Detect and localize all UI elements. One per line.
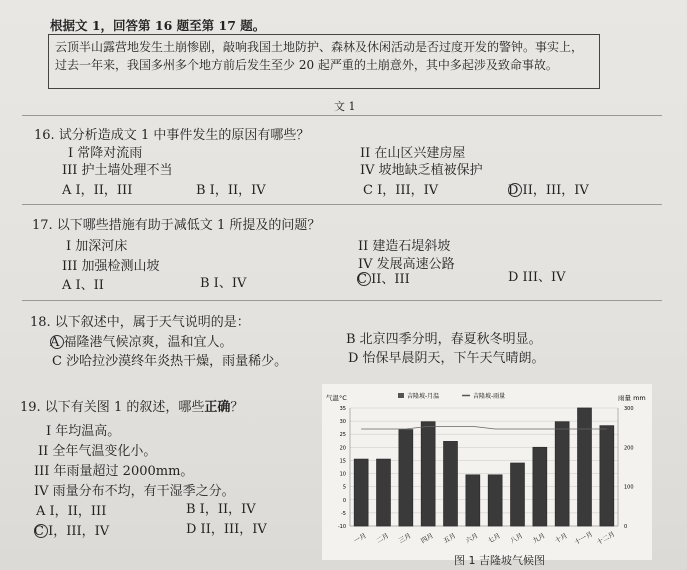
q19-option-i: I 年均温高。 xyxy=(46,424,121,439)
y-left-tick: 0 xyxy=(342,497,346,504)
q17-choice-a[interactable]: A I、II xyxy=(62,278,104,293)
q16-stem: 16. 试分析造成文 1 中事件发生的原因有哪些？ xyxy=(34,128,310,143)
q18-choice-a[interactable] xyxy=(50,331,233,350)
y-left-tick: -10 xyxy=(337,524,346,530)
q17-choice-d[interactable]: D III、IV xyxy=(508,270,566,285)
x-tick-label: 九月 xyxy=(531,531,547,545)
q16-choice-d-label: D II，III，IV xyxy=(508,183,589,198)
q17-option-ii: II 建造石堤斜坡 xyxy=(358,239,451,254)
rain-bar xyxy=(421,422,435,526)
x-tick-label: 十月 xyxy=(553,531,569,545)
q16-choice-a[interactable]: A I，II，III xyxy=(62,183,133,198)
passage-text: 云顶半山露营地发生土崩惨剧，敲响我国土地防护、森林及休闲活动是否过度开发的警钟。事实上，过去一年来，我国多州多个地方前后发生至少 20 起严重的土崩意外，其中多起涉及致命事故。 xyxy=(55,40,584,72)
x-tick-label: 三月 xyxy=(397,531,413,545)
climate-chart xyxy=(322,384,652,560)
figure-caption: 图 1 吉隆坡气候图 xyxy=(454,554,545,567)
q18-choice-d[interactable]: D 怡保早晨阴天，下午天气晴朗。 xyxy=(348,351,545,366)
y-right-tick: 200 xyxy=(624,445,634,452)
q19-option-iii: III 年雨量超过 2000mm。 xyxy=(34,464,194,479)
y-right-tick: 0 xyxy=(624,524,628,530)
x-tick-label: 六月 xyxy=(464,531,480,545)
passage-label: 文 1 xyxy=(334,100,356,113)
x-tick-label: 一月 xyxy=(352,531,368,545)
q17-option-iv: IV 发展高速公路 xyxy=(358,257,455,272)
q19-stem xyxy=(20,396,243,415)
legend-temp: 吉隆坡-月温 xyxy=(407,393,440,400)
climate-chart-svg xyxy=(322,384,652,560)
rain-bar xyxy=(600,426,614,526)
x-tick-label: 十二月 xyxy=(595,529,617,547)
rain-bar xyxy=(533,447,547,526)
q16-option-iii: III 护土墙处理不当 xyxy=(62,163,173,178)
divider xyxy=(22,204,662,205)
divider xyxy=(22,300,662,301)
q16-option-ii: II 在山区兴建房屋 xyxy=(360,146,466,161)
q16-choice-b[interactable]: B I，II，IV xyxy=(196,183,266,198)
rain-bar xyxy=(399,430,413,526)
y-left-tick: 30 xyxy=(339,419,346,426)
section-header: 根据文 1，回答第 16 题至第 17 题。 xyxy=(50,18,266,33)
q19-stem-text: 19. 以下有关图 1 的叙述，哪些 xyxy=(20,400,205,415)
q18-stem: 18. 以下叙述中，属于天气说明的是： xyxy=(30,315,250,330)
q16-choice-d[interactable] xyxy=(508,179,589,198)
y-right-tick: 300 xyxy=(624,406,634,412)
y-right-tick: 100 xyxy=(624,484,634,491)
y-left-tick: 10 xyxy=(339,471,346,478)
legend-rain: 吉隆坡-雨量 xyxy=(473,393,506,400)
rain-bar xyxy=(444,441,458,526)
q17-option-i: I 加深河床 xyxy=(66,239,128,254)
q19-option-ii: II 全年气温变化小。 xyxy=(38,444,157,459)
y-left-tick: 35 xyxy=(339,406,346,412)
q18-choice-c[interactable]: C 沙哈拉沙漠终年炎热干燥，雨量稀少。 xyxy=(52,354,288,369)
q19-choice-c[interactable] xyxy=(34,520,109,539)
x-tick-label: 五月 xyxy=(441,531,458,545)
q17-option-iii: III 加强检测山坡 xyxy=(62,259,160,274)
rain-bar xyxy=(555,422,569,526)
rain-bar xyxy=(511,463,525,526)
y-right-axis-label: 雨量 mm xyxy=(618,394,646,402)
rain-bar xyxy=(578,408,592,526)
rain-bar xyxy=(466,475,480,526)
rain-bar xyxy=(354,459,368,526)
q17-choice-b[interactable]: B I、IV xyxy=(200,276,247,291)
q18-choice-a-label: A 福隆港气候凉爽，温和宜人。 xyxy=(50,335,233,350)
q16-option-i: I 常降对流雨 xyxy=(68,146,143,161)
q19-choice-b[interactable]: B I，II，IV xyxy=(186,502,256,517)
y-left-tick: 25 xyxy=(339,432,346,439)
x-tick-label: 二月 xyxy=(374,531,391,545)
y-left-tick: 20 xyxy=(339,445,346,452)
q19-choice-c-label: C I，III，IV xyxy=(34,524,110,539)
q17-stem: 17. 以下哪些措施有助于减低文 1 所提及的问题？ xyxy=(32,218,321,233)
rain-bar xyxy=(488,475,502,526)
q19-option-iv: IV 雨量分布不均，有干湿季之分。 xyxy=(34,484,235,499)
q19-stem-emphasis: 正确 xyxy=(204,400,231,415)
q16-choice-c[interactable]: C I，III，IV xyxy=(363,183,439,198)
y-left-tick: -5 xyxy=(341,510,346,517)
x-tick-label: 八月 xyxy=(508,531,525,545)
q19-stem-end: ？ xyxy=(230,400,244,415)
y-left-tick: 5 xyxy=(342,484,346,491)
q17-choice-c[interactable] xyxy=(357,268,410,287)
x-tick-label: 七月 xyxy=(486,531,502,545)
x-tick-label: 十一月 xyxy=(573,529,594,547)
q19-choice-a[interactable]: A I，II，III xyxy=(36,504,107,519)
q16-option-iv: IV 坡地缺乏植被保护 xyxy=(360,163,483,178)
y-left-tick: 15 xyxy=(339,458,346,465)
x-tick-label: 四月 xyxy=(419,531,435,545)
q19-choice-d[interactable]: D II，III，IV xyxy=(186,522,267,537)
rain-bar xyxy=(377,459,391,526)
legend-swatch-temp xyxy=(398,393,404,398)
q18-choice-b[interactable]: B 北京四季分明，春夏秋冬明显。 xyxy=(346,332,542,347)
divider xyxy=(22,115,662,116)
passage-box xyxy=(48,34,600,89)
y-left-axis-label: 气温°C xyxy=(326,394,347,402)
q17-choice-c-label: C II、III xyxy=(357,272,410,287)
temperature-line xyxy=(361,426,607,429)
